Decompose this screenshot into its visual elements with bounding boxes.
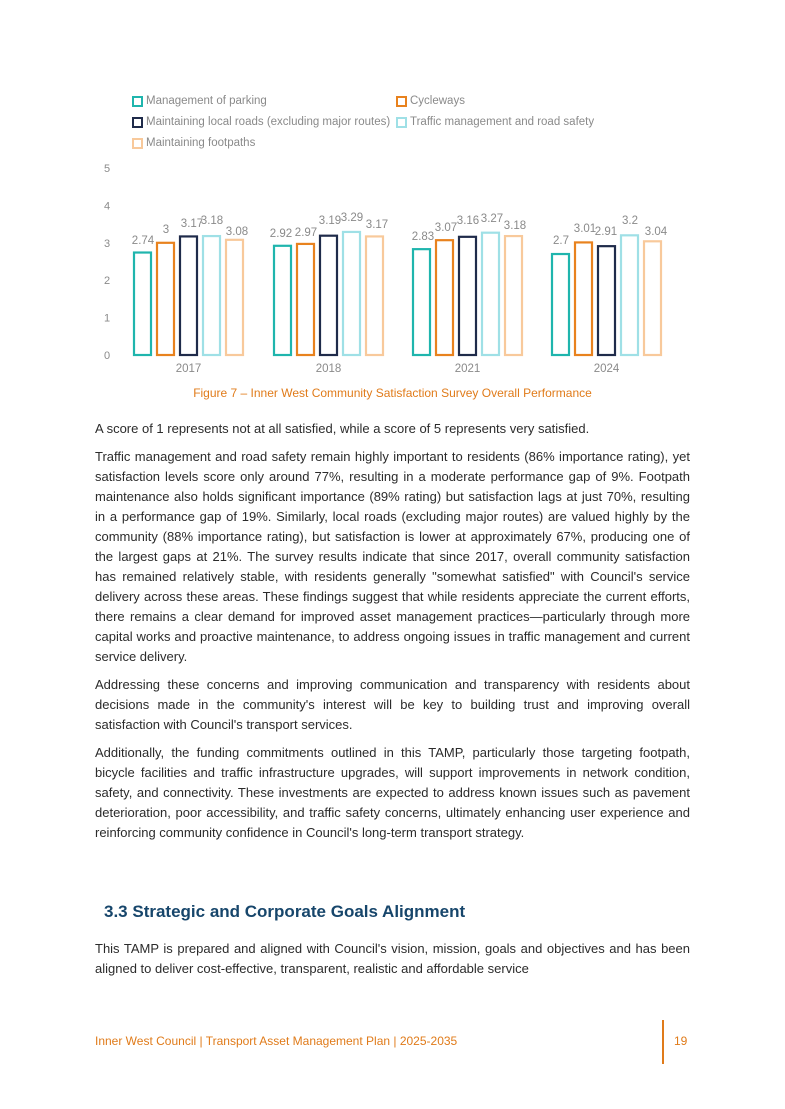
bar: [226, 240, 243, 355]
data-label: 3.2: [622, 215, 638, 227]
bar: [134, 253, 151, 355]
bar: [297, 244, 314, 355]
y-tick-label: 0: [103, 350, 111, 362]
footer-text: Inner West Council | Transport Asset Management Plan | 2025-2035: [95, 1034, 458, 1048]
data-label: 3.07: [434, 222, 458, 234]
legend-label: Maintaining local roads (excluding major routes): [146, 116, 391, 128]
y-tick-label: 2: [103, 275, 111, 288]
data-label: 3.08: [225, 226, 249, 238]
y-tick-label: 5: [103, 163, 111, 175]
bar-chart: [0, 0, 785, 380]
y-tick-label: 1: [103, 312, 111, 325]
data-label: 2.74: [131, 235, 155, 247]
bar: [320, 236, 337, 355]
data-label: 3.16: [456, 215, 480, 227]
data-label: 2.92: [269, 228, 293, 240]
y-tick-label: 3: [103, 237, 111, 250]
data-label: 3.18: [503, 220, 527, 232]
legend-label: Maintaining footpaths: [146, 137, 256, 149]
bar: [274, 246, 291, 355]
bar: [180, 236, 197, 355]
chart-plot: [0, 0, 785, 380]
x-tick-label: 2018: [315, 363, 342, 375]
closing-text: [95, 939, 690, 987]
x-tick-label: 2017: [175, 363, 202, 375]
legend-label: Management of parking: [146, 95, 267, 107]
section-heading: 3.3 Strategic and Corporate Goals Alignment: [104, 902, 466, 921]
bar: [621, 235, 638, 355]
data-label: 2.83: [411, 231, 435, 243]
data-label: 3.18: [200, 215, 224, 227]
bar: [366, 236, 383, 355]
legend-label: Traffic management and road safety: [410, 116, 595, 128]
bar: [552, 254, 569, 355]
data-label: 3.04: [644, 226, 668, 238]
data-label: 3.29: [340, 212, 364, 224]
bar: [482, 233, 499, 355]
figure-caption: Figure 7 – Inner West Community Satisfaction Survey Overall Performance: [193, 386, 592, 400]
paragraph: This TAMP is prepared and aligned with Council's vision, mission, goals and objectives and has been aligned to deliver cost-effective, transparent, realistic and affordable service: [95, 941, 690, 976]
x-tick-label: 2021: [454, 363, 481, 375]
paragraph: Addressing these concerns and improving communication and transparency with residents about decisions made in the community's interest will be key to building trust and improving overall satisfaction with Council's transport services.: [95, 677, 690, 732]
data-label: 3.17: [365, 219, 389, 231]
bar: [413, 249, 430, 355]
data-label: 3.01: [573, 223, 597, 235]
footer-divider: [662, 1020, 664, 1064]
bar: [459, 237, 476, 355]
y-tick-label: 4: [103, 200, 111, 213]
x-tick-label: 2024: [593, 363, 620, 375]
bar: [203, 236, 220, 355]
bar: [157, 243, 174, 355]
data-label: 3.17: [180, 218, 204, 230]
legend-label: Cycleways: [410, 95, 465, 107]
data-label: 3.27: [480, 213, 504, 225]
paragraph: A score of 1 represents not at all satisfied, while a score of 5 represents very satisfied.: [95, 421, 590, 436]
bar: [343, 232, 360, 355]
bar: [575, 242, 592, 355]
data-label: 3.19: [318, 215, 342, 227]
body-text: [95, 419, 690, 851]
page-number: 19: [674, 1034, 688, 1048]
bar: [505, 236, 522, 355]
paragraph: Traffic management and road safety remain highly important to residents (86% importance rating), yet satisfaction levels score only around 77%, resulting in a moderate performance gap of 9%. Footpath maintenance also holds significant importance (89% rating) but satisfaction lags at just 70%, resulting in a performance gap of 19%. Similarly, local roads (excluding major routes) are valued highly by the community (88% importance rating), but satisfaction is lower at approximately 67%, producing one of the largest gaps at 21%. The survey results indicate that since 2017, overall community satisfaction has remained relatively stable, with residents generally "somewhat satisfied" with Council's service delivery across these areas. These findings suggest that while residents appreciate the current efforts, there remains a clear demand for improved asset management practices—particularly through more capital works and proactive maintenance, to address ongoing issues in traffic management and current service delivery.: [95, 449, 690, 664]
data-label: 3: [162, 224, 170, 236]
bar: [598, 246, 615, 355]
bar: [436, 240, 453, 355]
paragraph: Additionally, the funding commitments outlined in this TAMP, particularly those targeting footpath, bicycle facilities and traffic infrastructure upgrades, will support improvements in network condition, safety, and connectivity. These investments are expected to address known issues such as pavement deterioration, poor accessibility, and traffic safety concerns, ultimately enhancing user experience and reinforcing community confidence in Council's long-term transport strategy.: [95, 745, 690, 840]
data-label: 2.7: [553, 235, 569, 247]
bar: [644, 241, 661, 355]
data-label: 2.91: [594, 226, 618, 238]
data-label: 2.97: [294, 227, 318, 239]
